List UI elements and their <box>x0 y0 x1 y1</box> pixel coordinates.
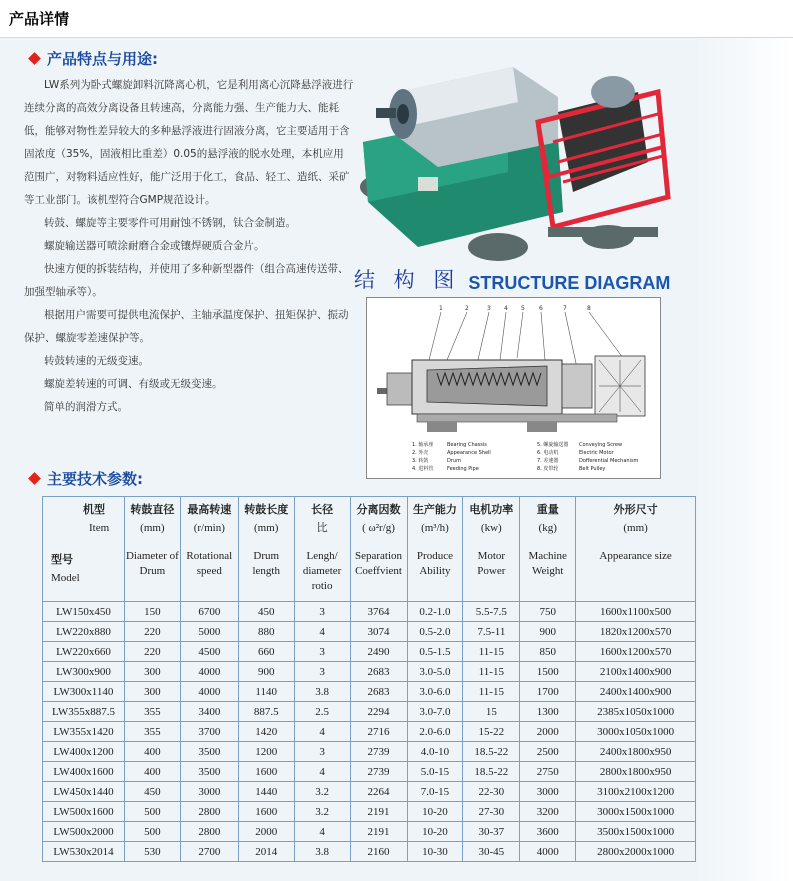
part-number-label: 6 <box>539 305 543 312</box>
spec-cell: 355 <box>124 702 180 722</box>
spec-cell: 3.0-7.0 <box>407 702 463 722</box>
spec-cell: 900 <box>520 622 576 642</box>
spec-cell: 2400x1800x950 <box>576 742 696 762</box>
spec-cell: 3 <box>294 602 350 622</box>
spec-cell: 2800 <box>180 802 238 822</box>
spec-cell: 400 <box>124 762 180 782</box>
spec-cell: 15-22 <box>463 722 520 742</box>
spec-cell: 10-20 <box>407 802 463 822</box>
spec-cell: 150 <box>124 602 180 622</box>
svg-text:8. 皮带轮: 8. 皮带轮 <box>537 466 559 472</box>
spec-cell: 3400 <box>180 702 238 722</box>
spec-cell: 3600 <box>520 822 576 842</box>
spec-cell: 450 <box>124 782 180 802</box>
header-model: 机型 Item 型号 Model <box>43 497 125 602</box>
table-row <box>43 842 696 862</box>
spec-cell: 0.2-1.0 <box>407 602 463 622</box>
spec-cell: 11-15 <box>463 662 520 682</box>
spec-cell: 1500 <box>520 662 576 682</box>
spec-cell: 3000 <box>180 782 238 802</box>
spec-cell: 3074 <box>350 622 407 642</box>
spec-cell: 300 <box>124 682 180 702</box>
spec-cell: 0.5-1.5 <box>407 642 463 662</box>
spec-cell: 2100x1400x900 <box>576 662 696 682</box>
spec-cell: 450 <box>238 602 294 622</box>
spec-cell: 4 <box>294 622 350 642</box>
spec-cell: 4000 <box>180 682 238 702</box>
spec-cell: 3 <box>294 642 350 662</box>
spec-cell: 2014 <box>238 842 294 862</box>
spec-cell: 220 <box>124 622 180 642</box>
spec-cell: 400 <box>124 742 180 762</box>
model-cell: LW450x1440 <box>43 782 125 802</box>
spec-cell: 2800 <box>180 822 238 842</box>
model-cell: LW220x660 <box>43 642 125 662</box>
model-cell: LW500x1600 <box>43 802 125 822</box>
spec-cell: 1200 <box>238 742 294 762</box>
structure-title: 结 构 图 STRUCTURE DIAGRAM <box>354 268 671 293</box>
spec-cell: 220 <box>124 642 180 662</box>
spec-cell: 2160 <box>350 842 407 862</box>
model-cell: LW400x1200 <box>43 742 125 762</box>
svg-text:Belt Pulley: Belt Pulley <box>579 466 606 472</box>
part-number-label: 5 <box>521 305 525 312</box>
spec-cell: 2000 <box>238 822 294 842</box>
spec-cell: 2683 <box>350 662 407 682</box>
table-row <box>43 722 696 742</box>
model-cell: LW300x1140 <box>43 682 125 702</box>
model-cell: LW150x450 <box>43 602 125 622</box>
model-cell: LW400x1600 <box>43 762 125 782</box>
table-row <box>43 642 696 662</box>
part-number-label: 8 <box>587 305 591 312</box>
spec-cell: 2500 <box>520 742 576 762</box>
table-row <box>43 782 696 802</box>
header-capacity: 生产能力 (m³/h) Produce Ability <box>407 497 463 602</box>
table-row <box>43 742 696 762</box>
spec-cell: 2739 <box>350 742 407 762</box>
model-cell: LW355x887.5 <box>43 702 125 722</box>
centrifuge-photo <box>358 52 678 282</box>
svg-text:2. 外壳: 2. 外壳 <box>412 450 429 456</box>
spec-cell: 1300 <box>520 702 576 722</box>
part-number-label: 3 <box>487 305 491 312</box>
spec-cell: 3 <box>294 662 350 682</box>
svg-text:7. 差速器: 7. 差速器 <box>537 458 559 464</box>
table-row <box>43 762 696 782</box>
spec-cell: 1440 <box>238 782 294 802</box>
spec-cell: 5.5-7.5 <box>463 602 520 622</box>
model-cell: LW530x2014 <box>43 842 125 862</box>
spec-cell: 3700 <box>180 722 238 742</box>
spec-cell: 2716 <box>350 722 407 742</box>
spec-cell: 887.5 <box>238 702 294 722</box>
spec-cell: 1600 <box>238 762 294 782</box>
spec-cell: 10-20 <box>407 822 463 842</box>
spec-cell: 22-30 <box>463 782 520 802</box>
features-paragraph: 转鼓转速的无级变速。 <box>44 355 149 367</box>
spec-cell: 355 <box>124 722 180 742</box>
diamond-bullet-icon <box>28 472 41 485</box>
svg-text:3. 转鼓: 3. 转鼓 <box>412 458 429 464</box>
model-cell: LW355x1420 <box>43 722 125 742</box>
brochure-image <box>0 38 793 881</box>
spec-cell: 6700 <box>180 602 238 622</box>
spec-cell: 15 <box>463 702 520 722</box>
spec-cell: 2191 <box>350 802 407 822</box>
table-row <box>43 702 696 722</box>
spec-cell: 1820x1200x570 <box>576 622 696 642</box>
spec-cell: 3764 <box>350 602 407 622</box>
spec-cell: 500 <box>124 802 180 822</box>
features-paragraph: 螺旋差转速的可调、有级或无级变速。 <box>44 378 223 390</box>
spec-cell: 5000 <box>180 622 238 642</box>
spec-cell: 3500 <box>180 742 238 762</box>
spec-cell: 3.2 <box>294 782 350 802</box>
spec-cell: 2700 <box>180 842 238 862</box>
spec-cell: 30-45 <box>463 842 520 862</box>
spec-cell: 880 <box>238 622 294 642</box>
header-ratio: 长径 比 Lengh/ diameter rotio <box>294 497 350 602</box>
specs-table-body <box>43 602 696 862</box>
table-row <box>43 662 696 682</box>
spec-cell: 2000 <box>520 722 576 742</box>
features-paragraph: 转鼓、螺旋等主要零件可用耐蚀不锈钢，钛合金制造。 <box>44 217 296 229</box>
model-cell: LW220x880 <box>43 622 125 642</box>
header-length: 转鼓长度 (mm) Drum length <box>238 497 294 602</box>
part-number-label: 7 <box>563 305 567 312</box>
table-row <box>43 682 696 702</box>
header-weight: 重量 (kg) Machine Weight <box>520 497 576 602</box>
spec-cell: 3500x1500x1000 <box>576 822 696 842</box>
spec-cell: 10-30 <box>407 842 463 862</box>
spec-cell: 2800x1800x950 <box>576 762 696 782</box>
spec-cell: 4500 <box>180 642 238 662</box>
spec-cell: 2385x1050x1000 <box>576 702 696 722</box>
spec-cell: 3200 <box>520 802 576 822</box>
features-paragraph: 根据用户需要可提供电流保护、主轴承温度保护、扭矩保护、振动保护、螺旋零差速保护等。 <box>24 309 349 344</box>
features-paragraph: LW系列为卧式螺旋卸料沉降离心机，它是利用离心沉降悬浮液进行连续分离的高效分离设备且转速高，分离能力强、生产能力大、能耗低，能够对物性差异较大的多种悬浮液进行固液分离，它主要适用于含固浓度（35%，固液相比重差）0.05的悬浮液的脱水处理，本机应用范围广，对物料适应性好，能广泛用于化工，食品、轻工、造纸、采矿等工业部门。该机型符合GMP规范设计。 <box>24 79 354 206</box>
svg-text:Appearance Shell: Appearance Shell <box>447 450 491 456</box>
spec-cell: 7.5-11 <box>463 622 520 642</box>
spec-cell: 500 <box>124 822 180 842</box>
spec-cell: 18.5-22 <box>463 742 520 762</box>
table-row <box>43 602 696 622</box>
spec-cell: 2264 <box>350 782 407 802</box>
spec-cell: 27-30 <box>463 802 520 822</box>
table-header-row <box>43 497 696 602</box>
spec-cell: 3.2 <box>294 802 350 822</box>
spec-cell: 3.0-6.0 <box>407 682 463 702</box>
spec-cell: 18.5-22 <box>463 762 520 782</box>
part-number-label: 4 <box>504 305 508 312</box>
spec-cell: 3500 <box>180 762 238 782</box>
svg-text:Bearing Chassis: Bearing Chassis <box>447 442 487 448</box>
spec-cell: 4.0-10 <box>407 742 463 762</box>
page-header <box>0 0 793 38</box>
svg-text:4. 进料管: 4. 进料管 <box>412 466 434 472</box>
spec-cell: 2750 <box>520 762 576 782</box>
specs-title: 主要技术参数: <box>30 468 143 489</box>
spec-cell: 2739 <box>350 762 407 782</box>
svg-text:Dofferential Mechanism: Dofferential Mechanism <box>579 458 639 464</box>
spec-cell: 2.5 <box>294 702 350 722</box>
page-title: 产品详情 <box>9 10 70 28</box>
spec-cell: 3000x1500x1000 <box>576 802 696 822</box>
spec-cell: 2683 <box>350 682 407 702</box>
table-row <box>43 622 696 642</box>
spec-cell: 4 <box>294 722 350 742</box>
header-speed: 最高转速 (r/min) Rotational speed <box>180 497 238 602</box>
table-row <box>43 822 696 842</box>
spec-cell: 7.0-15 <box>407 782 463 802</box>
spec-cell: 1420 <box>238 722 294 742</box>
spec-cell: 1600 <box>238 802 294 822</box>
spec-cell: 5.0-15 <box>407 762 463 782</box>
spec-cell: 11-15 <box>463 642 520 662</box>
spec-cell: 3 <box>294 742 350 762</box>
spec-cell: 1600x1200x570 <box>576 642 696 662</box>
features-title: 产品特点与用途: <box>30 48 158 69</box>
svg-text:5. 螺旋输送器: 5. 螺旋输送器 <box>537 442 569 448</box>
structure-diagram <box>366 297 661 479</box>
diamond-bullet-icon <box>28 52 41 65</box>
spec-cell: 0.5-2.0 <box>407 622 463 642</box>
part-number-label: 1 <box>439 305 443 312</box>
spec-cell: 1140 <box>238 682 294 702</box>
spec-cell: 3000x1050x1000 <box>576 722 696 742</box>
spec-cell: 3.8 <box>294 682 350 702</box>
svg-text:Electric Motor: Electric Motor <box>579 450 614 456</box>
spec-cell: 750 <box>520 602 576 622</box>
svg-text:Conveying Screw: Conveying Screw <box>579 442 623 448</box>
spec-cell: 11-15 <box>463 682 520 702</box>
model-cell: LW300x900 <box>43 662 125 682</box>
spec-cell: 4 <box>294 762 350 782</box>
spec-cell: 2294 <box>350 702 407 722</box>
spec-cell: 2800x2000x1000 <box>576 842 696 862</box>
spec-cell: 3.8 <box>294 842 350 862</box>
features-paragraph: 螺旋输送器可喷涂耐磨合金或镶焊硬质合金片。 <box>44 240 265 252</box>
spec-cell: 2400x1400x900 <box>576 682 696 702</box>
svg-text:Drum: Drum <box>447 458 461 464</box>
header-diameter: 转鼓直径 (mm) Diameter of Drum <box>124 497 180 602</box>
spec-cell: 1600x1100x500 <box>576 602 696 622</box>
svg-text:6. 电动机: 6. 电动机 <box>537 450 559 456</box>
spec-cell: 1700 <box>520 682 576 702</box>
part-number-label: 2 <box>465 305 469 312</box>
svg-text:Feeding Pipe: Feeding Pipe <box>447 466 479 472</box>
features-text <box>24 74 354 419</box>
spec-cell: 3100x2100x1200 <box>576 782 696 802</box>
spec-cell: 2490 <box>350 642 407 662</box>
spec-cell: 4000 <box>520 842 576 862</box>
spec-cell: 4000 <box>180 662 238 682</box>
spec-cell: 850 <box>520 642 576 662</box>
header-separation: 分离因数 ( ω²r/g) Separation Coeffvient <box>350 497 407 602</box>
spec-cell: 30-37 <box>463 822 520 842</box>
header-size: 外形尺寸 (mm) Appearance size <box>576 497 696 602</box>
header-power: 电机功率 (kw) Motor Power <box>463 497 520 602</box>
features-paragraph: 快速方便的拆装结构，并使用了多种新型器件（组合高速传送带、加强型轴承等）。 <box>24 263 349 298</box>
spec-cell: 900 <box>238 662 294 682</box>
spec-cell: 4 <box>294 822 350 842</box>
spec-cell: 530 <box>124 842 180 862</box>
specs-table <box>42 496 696 862</box>
model-cell: LW500x2000 <box>43 822 125 842</box>
svg-text:1. 轴承座: 1. 轴承座 <box>412 442 434 448</box>
spec-cell: 300 <box>124 662 180 682</box>
spec-cell: 660 <box>238 642 294 662</box>
spec-cell: 3.0-5.0 <box>407 662 463 682</box>
spec-cell: 3000 <box>520 782 576 802</box>
spec-cell: 2.0-6.0 <box>407 722 463 742</box>
features-paragraph: 简单的润滑方式。 <box>44 401 128 413</box>
table-row <box>43 802 696 822</box>
spec-cell: 2191 <box>350 822 407 842</box>
